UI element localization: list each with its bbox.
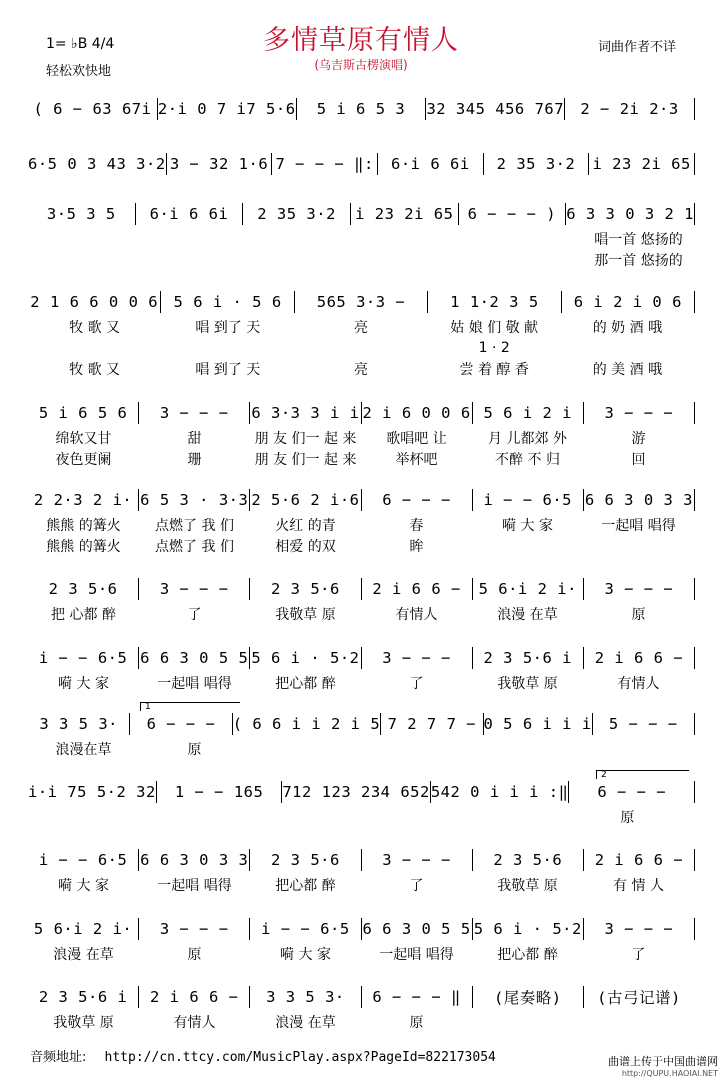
measure: 2 5·6 2 i·6 xyxy=(251,491,360,509)
lyric-line xyxy=(28,807,694,827)
lyric-cell: 熊熊 的篝火 xyxy=(46,539,121,555)
lyric-cell xyxy=(161,807,294,827)
measure: 3·5 3 5 xyxy=(46,205,116,223)
lyric-cell: 回 xyxy=(631,452,646,468)
lyric-cell: 熊熊 的篝火 xyxy=(46,518,121,534)
measure: 2 1 6 6 0 0 6 xyxy=(30,293,159,311)
volta-bracket: 2 xyxy=(596,770,689,779)
measure: 3 − − − xyxy=(361,849,472,871)
lyric-cell: 原 xyxy=(187,742,202,758)
lyric-cell xyxy=(28,229,139,249)
measure: 2 3 5·6 xyxy=(48,580,118,598)
lyric-line xyxy=(28,673,694,693)
lyric-cell: 点燃了 我 们 xyxy=(155,539,234,555)
lyric-cell xyxy=(250,739,361,759)
lyric-cell: 了 xyxy=(409,878,424,894)
lyric-line xyxy=(28,317,694,337)
lyric-cell xyxy=(361,739,472,759)
lyric-line xyxy=(28,875,694,895)
lyric-cell: 我敬草 原 xyxy=(275,607,336,623)
audio-label: 音频地址: xyxy=(30,1050,87,1065)
measure: i − − 6·5 xyxy=(38,851,128,869)
measure: 6 − − − xyxy=(568,781,694,803)
lyric-line xyxy=(28,229,694,249)
measure: 2 i 6 0 0 6 xyxy=(362,404,471,422)
lyric-cell: 唱 到了 天 xyxy=(195,362,261,378)
measure: 2 − 2i 2·3 xyxy=(564,98,694,120)
measure: 3 − 32 1·6 xyxy=(166,153,272,175)
singer-subtitle: (乌吉斯古楞演唱) xyxy=(314,58,408,72)
notation-row xyxy=(28,98,695,120)
lyric-cell: 甜 xyxy=(187,431,202,447)
lyric-cell: 把心都 醉 xyxy=(497,947,558,963)
notation-row xyxy=(28,781,695,803)
lyric-cell xyxy=(583,536,694,556)
lyric-cell: 浪漫在草 xyxy=(55,742,112,758)
lyric-cell: 春 xyxy=(409,518,424,534)
measure: 6·i 6 6i xyxy=(377,153,483,175)
measure: 1 1·2 3 5 xyxy=(427,291,560,313)
lyric-cell xyxy=(139,250,250,270)
measure: 5 i 6 5 6 xyxy=(38,404,128,422)
lyric-cell: 举杯吧 xyxy=(395,452,438,468)
measure: 6 5 3 · 3·3 xyxy=(140,491,249,509)
lyric-cell xyxy=(472,739,583,759)
lyric-line xyxy=(28,604,694,624)
measure: i 23 2i 65 xyxy=(588,153,694,175)
notation-row xyxy=(28,153,695,175)
watermark-line2: http://QUPU.HAOIAI.NET xyxy=(621,1069,718,1078)
lyric-cell: 原 xyxy=(409,1015,424,1031)
measure: 6 6 3 0 5 5 xyxy=(362,920,471,938)
measure: 1 − − 165 xyxy=(156,781,282,803)
notation-row xyxy=(28,918,695,940)
measure: 5 6·i 2 i· xyxy=(33,920,133,938)
measure: 2 2·3 2 i· xyxy=(33,491,133,509)
measure: 2 i 6 6 − xyxy=(583,647,694,669)
lyric-cell: 了 xyxy=(187,607,202,623)
composer-credit: 词曲作者不详 xyxy=(597,40,676,55)
measure: 2 3 5·6 xyxy=(249,578,360,600)
lyric-cell xyxy=(161,338,294,358)
lyric-cell: 有情人 xyxy=(395,607,438,623)
lyric-line xyxy=(28,1012,694,1032)
lyric-cell: 浪漫 在草 xyxy=(53,947,114,963)
measure: ( 6 − 63 67i xyxy=(33,100,152,118)
notation-row xyxy=(28,849,695,871)
lyric-cell xyxy=(428,807,561,827)
measure: 6 6 3 0 3 3 xyxy=(584,491,694,509)
song-title: 多情草原有情人 xyxy=(263,25,459,56)
measure: 6 6 3 0 5 5 xyxy=(140,649,249,667)
notation-row xyxy=(28,986,694,1008)
lyric-cell: 原 xyxy=(620,810,635,826)
lyric-cell: 嗬 大 家 xyxy=(58,878,109,894)
lyric-cell: 游 xyxy=(631,431,646,447)
lyric-cell: 点燃了 我 们 xyxy=(155,518,234,534)
lyric-cell: 我敬草 原 xyxy=(497,676,558,692)
lyric-cell: 一起唱 唱得 xyxy=(157,676,232,692)
notation-row xyxy=(28,713,695,735)
lyric-cell: 我敬草 原 xyxy=(53,1015,114,1031)
lyric-line xyxy=(28,338,694,358)
measure: 2 i 6 6 − xyxy=(361,578,472,600)
lyric-cell: 有情人 xyxy=(173,1015,216,1031)
lyric-cell: 了 xyxy=(409,676,424,692)
measure: 6 3·3 3 i i xyxy=(251,404,360,422)
lyric-cell xyxy=(250,250,361,270)
measure: 3 − − − xyxy=(583,402,694,424)
notation-row xyxy=(28,578,695,600)
lyric-cell: 那一首 悠扬的 xyxy=(594,253,683,269)
measure: 5 6·i 2 i· xyxy=(472,578,583,600)
lyric-cell: 一起唱 唱得 xyxy=(601,518,676,534)
lyric-cell xyxy=(583,739,694,759)
lyric-cell: 浪漫 在草 xyxy=(275,1015,336,1031)
measure: 6 − − − ‖ xyxy=(361,986,472,1008)
lyric-cell: 亮 xyxy=(354,320,368,336)
measure: 6 − − − ) xyxy=(458,203,566,225)
lyric-line xyxy=(28,449,694,469)
measure: 6·i 6 6i xyxy=(135,203,243,225)
measure: i − − 6·5 xyxy=(249,918,360,940)
measure: (古弓记谱) xyxy=(583,986,694,1008)
volta-bracket: 1 xyxy=(140,702,240,711)
measure: 6 i 2 i 0 6 xyxy=(561,291,694,313)
measure: 2·i 0 7 i7 5·6 xyxy=(157,100,296,118)
lyric-cell: 尝 着 醇 香 xyxy=(459,362,529,378)
lyric-cell: 的 奶 酒 哦 xyxy=(592,320,663,336)
lyric-cell: 把 心都 醉 xyxy=(51,607,116,623)
lyric-cell xyxy=(472,536,583,556)
lyric-line xyxy=(28,428,694,448)
lyric-cell xyxy=(139,229,250,249)
measure: 5 6 i · 5·2 xyxy=(473,920,582,938)
measure: 6·5 0 3 43 3·2 xyxy=(28,155,166,173)
lyric-cell xyxy=(583,1012,694,1032)
lyric-cell xyxy=(294,338,427,358)
measure: 2 3 5·6 i xyxy=(38,988,128,1006)
lyric-cell: 我敬草 原 xyxy=(497,878,558,894)
lyric-cell: 一起唱 唱得 xyxy=(379,947,454,963)
lyric-cell: 浪漫 在草 xyxy=(497,607,558,623)
lyric-cell xyxy=(28,250,139,270)
lyric-cell: 朋 友 们一 起 来 xyxy=(254,431,357,447)
notation-row xyxy=(28,203,695,225)
lyric-cell: 的 美 酒 哦 xyxy=(592,362,663,378)
measure: 32 345 456 767 xyxy=(426,100,565,118)
measure: 3 3 5 3· xyxy=(249,986,360,1008)
measure: 6 − − − xyxy=(361,489,472,511)
lyric-cell: 嗬 大 家 xyxy=(58,676,109,692)
site-watermark xyxy=(608,1056,718,1080)
audio-url[interactable]: http://cn.ttcy.com/MusicPlay.aspx?PageId=822173054 xyxy=(104,1050,496,1065)
lyric-line xyxy=(28,359,694,379)
measure: 2 3 5·6 xyxy=(472,849,583,871)
audio-link xyxy=(30,1046,496,1065)
measure: 0 5 6 i i i xyxy=(483,715,592,733)
lyric-cell: 眸 xyxy=(409,539,424,555)
lyric-cell xyxy=(250,229,361,249)
lyric-cell xyxy=(472,1012,583,1032)
lyric-cell: 火红 的青 xyxy=(275,518,336,534)
measure: 2 35 3·2 xyxy=(242,203,350,225)
lyric-cell: 把心都 醉 xyxy=(275,878,336,894)
lyric-cell: 原 xyxy=(187,947,202,963)
measure: 2 35 3·2 xyxy=(483,153,589,175)
measure: i 23 2i 65 xyxy=(350,203,458,225)
tempo-marking: 轻松欢快地 xyxy=(46,64,112,79)
lyric-cell: 姑 娘 们 敬 献 xyxy=(450,320,539,336)
lyric-cell xyxy=(294,807,427,827)
lyric-line xyxy=(28,536,694,556)
lyric-line xyxy=(28,944,694,964)
measure: 6 3 3 0 3 2 1 xyxy=(566,205,695,223)
lyric-cell: 相爱 的双 xyxy=(275,539,336,555)
key-signature: 1= ♭B 4/4 xyxy=(46,36,115,52)
measure: 5 i 6 5 3 xyxy=(296,98,426,120)
notation-row xyxy=(28,291,695,313)
notation-row xyxy=(28,647,695,669)
lyric-cell xyxy=(361,250,472,270)
measure: 3 − − − xyxy=(138,578,249,600)
notation-row xyxy=(28,402,695,424)
lyric-cell: 把心都 醉 xyxy=(275,676,336,692)
measure: i − − 6·5 xyxy=(472,489,583,511)
measure: ( 6 6 i i 2 i 5 xyxy=(232,715,381,733)
measure: (尾奏略) xyxy=(472,986,583,1008)
measure: 5 6 i 2 i xyxy=(472,402,583,424)
watermark-line1: 曲谱上传于中国曲谱网 xyxy=(608,1055,718,1068)
notation-row xyxy=(28,489,695,511)
measure: 6 6 3 0 3 3 xyxy=(140,851,249,869)
measure: 3 − − − xyxy=(361,647,472,669)
lyric-cell: 夜色更阑 xyxy=(55,452,112,468)
lyric-cell: 歌唱吧 让 xyxy=(386,431,447,447)
measure: 6 − − − xyxy=(129,713,231,735)
measure: i − − 6·5 xyxy=(38,649,128,667)
lyric-cell: 唱 到了 天 xyxy=(195,320,261,336)
measure: 2 i 6 6 − xyxy=(583,849,694,871)
lyric-cell xyxy=(561,338,694,358)
lyric-cell: 有 情 人 xyxy=(613,878,664,894)
measure: 5 6 i · 5 6 xyxy=(160,291,293,313)
measure: 2 i 6 6 − xyxy=(138,986,249,1008)
lyric-line xyxy=(28,739,694,759)
measure: 542 0 i i i :‖ xyxy=(430,783,569,801)
lyric-cell: 不醉 不 归 xyxy=(495,452,560,468)
lyric-cell: 月 儿都郊 外 xyxy=(488,431,567,447)
lyric-cell: 珊 xyxy=(187,452,202,468)
measure: 5 − − − xyxy=(592,713,694,735)
lyric-cell: 嗬 大 家 xyxy=(502,518,553,534)
lyric-line xyxy=(28,515,694,535)
lyric-cell xyxy=(472,250,583,270)
lyric-cell: 唱一首 悠扬的 xyxy=(594,232,683,248)
measure: 3 − − − xyxy=(138,402,249,424)
lyric-cell: 牧 歌 又 xyxy=(69,320,121,336)
lyric-cell: 有情人 xyxy=(617,676,660,692)
measure: 3 − − − xyxy=(583,578,694,600)
measure: 3 − − − xyxy=(138,918,249,940)
measure: 565 3·3 − xyxy=(294,291,427,313)
lyric-cell xyxy=(28,338,161,358)
measure: 3 − − − xyxy=(583,918,694,940)
measure: 712 123 234 652 xyxy=(282,783,430,801)
measure: 5 6 i · 5·2 xyxy=(251,649,360,667)
lyric-cell: 绵软又甘 xyxy=(55,431,112,447)
lyric-cell xyxy=(361,229,472,249)
lyric-cell: 嗬 大 家 xyxy=(280,947,331,963)
lyric-cell: 一起唱 唱得 xyxy=(157,878,232,894)
measure: i·i 75 5·2 32 xyxy=(28,783,156,801)
lyric-cell: 1 · 2 xyxy=(478,340,510,356)
lyric-line xyxy=(28,250,694,270)
lyric-cell: 朋 友 们一 起 来 xyxy=(254,452,357,468)
measure: 3 3 5 3· xyxy=(39,715,118,733)
lyric-cell: 亮 xyxy=(354,362,368,378)
measure: 2 3 5·6 i xyxy=(472,647,583,669)
lyric-cell: 了 xyxy=(631,947,646,963)
measure: 7 2 7 7 − xyxy=(380,713,482,735)
lyric-cell xyxy=(472,229,583,249)
measure: 7 − − − ‖: xyxy=(271,153,377,175)
measure: 2 3 5·6 xyxy=(249,849,360,871)
lyric-cell: 牧 歌 又 xyxy=(69,362,121,378)
lyric-cell: 原 xyxy=(631,607,646,623)
lyric-cell xyxy=(28,807,161,827)
